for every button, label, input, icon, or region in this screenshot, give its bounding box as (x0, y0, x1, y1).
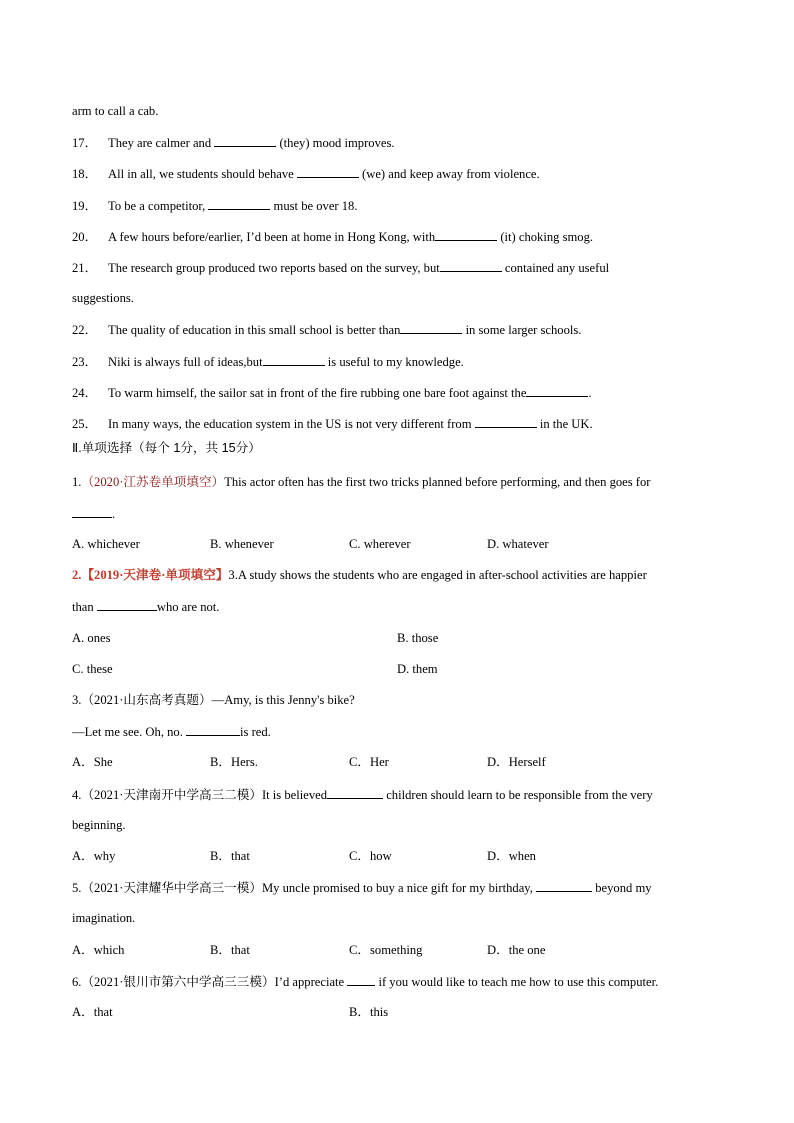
option-c[interactable]: C．Her (349, 755, 389, 769)
answer-blank[interactable] (400, 321, 462, 334)
question-source: 2.【2019·天津卷·单项填空】 (72, 568, 229, 582)
mc-question-6: 6.（2021·银川市第六中学高三三模）I’d appreciate if you would like to teach me how to use this computer. (72, 975, 659, 989)
question-number: 4. (72, 788, 82, 802)
question-number: 1. (72, 475, 82, 489)
question-number: 20． (72, 230, 98, 244)
answer-blank[interactable] (347, 973, 375, 986)
question-25: 25． In many ways, the education system in the US is not very different from in the UK. (72, 417, 593, 431)
answer-blank[interactable] (536, 879, 592, 892)
option-c[interactable]: C. wherever (349, 537, 411, 551)
question-source: （2021·银川市第六中学高三三模） (81, 975, 275, 989)
option-a[interactable]: A．She (72, 755, 113, 769)
question-23: 23． Niki is always full of ideas,but is useful to my knowledge. (72, 355, 464, 369)
question-number: 24． (72, 386, 98, 400)
answer-blank[interactable] (263, 353, 325, 366)
question-17: 17． They are calmer and (they) mood improves. (72, 136, 395, 150)
option-a[interactable]: A. whichever (72, 537, 140, 551)
option-b[interactable]: B．Hers. (210, 755, 258, 769)
question-number: 25． (72, 417, 98, 431)
option-a[interactable]: A．that (72, 1005, 113, 1019)
option-b[interactable]: B．that (210, 943, 250, 957)
answer-blank[interactable] (526, 384, 588, 397)
question-21: 21． The research group produced two reports based on the survey, but contained any useful (72, 261, 610, 275)
question-number: 22． (72, 323, 98, 337)
mc-question-5: 5.（2021·天津耀华中学高三一模）My uncle promised to buy a nice gift for my birthday, beyond my (72, 881, 652, 895)
answer-blank[interactable] (475, 415, 537, 428)
option-c[interactable]: C．something (349, 943, 423, 957)
question-19: 19． To be a competitor, must be over 18. (72, 199, 358, 213)
option-d[interactable]: D．when (487, 849, 536, 863)
question-source: （2021·天津南开中学高三二模） (81, 788, 262, 802)
answer-blank[interactable] (97, 598, 157, 611)
option-a[interactable]: A. ones (72, 631, 111, 645)
option-a[interactable]: A．why (72, 849, 116, 863)
option-d[interactable]: D. whatever (487, 537, 549, 551)
question-24: 24． To warm himself, the sailor sat in front of the fire rubbing one bare foot against the . (72, 386, 592, 400)
option-b[interactable]: B. whenever (210, 537, 274, 551)
question-source: （2021·天津耀华中学高三一模） (81, 881, 262, 895)
question-number: 23． (72, 355, 98, 369)
question-source: （2020·江苏卷单项填空） (81, 475, 225, 489)
mc-question-4-continuation: beginning. (72, 818, 126, 832)
option-d[interactable]: D. them (397, 662, 438, 676)
option-d[interactable]: D．Herself (487, 755, 546, 769)
answer-blank[interactable] (435, 228, 497, 241)
section-2-heading: Ⅱ.单项选择（每个 1分，共 15分） (72, 441, 261, 455)
answer-blank[interactable] (214, 134, 276, 147)
mc-question-2: 2.【2019·天津卷·单项填空】3.A study shows the students who are engaged in after-school activities are happier (72, 568, 647, 582)
q16-continuation: arm to call a cab. (72, 104, 159, 118)
question-21-continuation: suggestions. (72, 291, 134, 305)
mc-question-1: 1.（2020·江苏卷单项填空）This actor often has the first two tricks planned before performing, and then goes for (72, 475, 651, 489)
question-number: 17． (72, 136, 98, 150)
answer-blank[interactable] (186, 723, 240, 736)
option-d[interactable]: D．the one (487, 943, 546, 957)
option-b[interactable]: B. those (397, 631, 439, 645)
mc-question-4: 4.（2021·天津南开中学高三二模）It is believed children should learn to be responsible from the very (72, 788, 653, 802)
option-c[interactable]: C．how (349, 849, 392, 863)
question-number: 6. (72, 975, 82, 989)
question-number: 18． (72, 167, 98, 181)
option-a[interactable]: A．which (72, 943, 125, 957)
answer-blank[interactable] (440, 259, 502, 272)
mc-question-1-continuation: . (72, 505, 115, 522)
question-number: 5. (72, 881, 82, 895)
mc-question-3-continuation: —Let me see. Oh, no. is red. (72, 725, 271, 739)
option-c[interactable]: C. these (72, 662, 113, 676)
option-b[interactable]: B．that (210, 849, 250, 863)
mc-question-3: 3.（2021·山东高考真题）—Amy, is this Jenny's bike? (72, 693, 355, 707)
question-20: 20． A few hours before/earlier, I’d been at home in Hong Kong, with (it) choking smog. (72, 230, 594, 244)
question-number: 21． (72, 261, 98, 275)
question-source: （2021·山东高考真题） (81, 693, 212, 707)
mc-question-2-continuation: than who are not. (72, 600, 220, 614)
question-18: 18． All in all, we students should behave (we) and keep away from violence. (72, 167, 540, 181)
answer-blank[interactable] (327, 786, 383, 799)
option-b[interactable]: B．this (349, 1005, 389, 1019)
answer-blank[interactable] (297, 165, 359, 178)
answer-blank[interactable] (208, 197, 270, 210)
answer-blank[interactable] (72, 505, 112, 518)
question-number: 3. (72, 693, 82, 707)
question-number: 19． (72, 199, 98, 213)
question-22: 22． The quality of education in this small school is better than in some larger schools. (72, 323, 582, 337)
mc-question-5-continuation: imagination. (72, 911, 136, 925)
